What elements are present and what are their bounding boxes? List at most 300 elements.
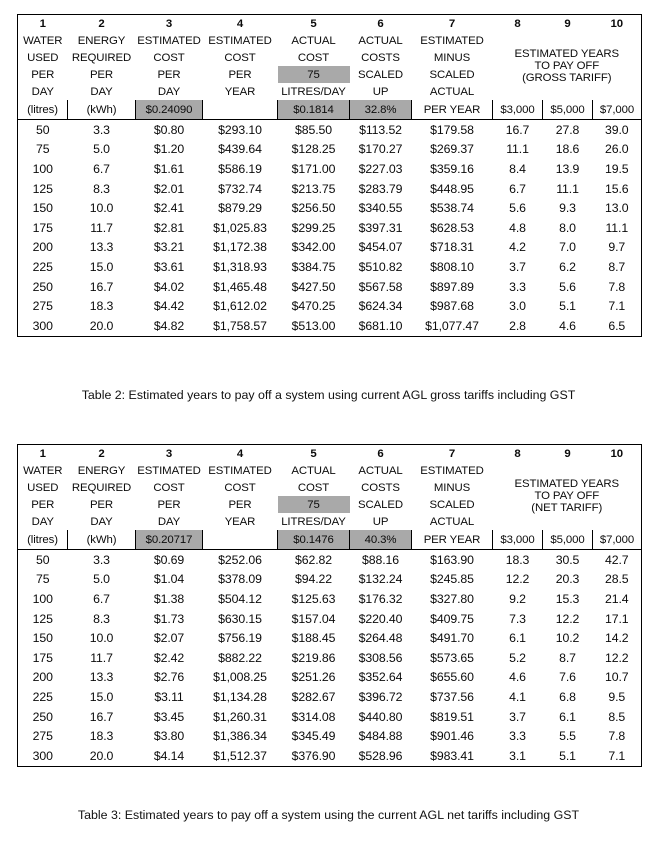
table-cell: $4.14 [153, 748, 185, 763]
table-cell: $2.01 [153, 181, 185, 196]
table-row [18, 296, 642, 316]
table-row [18, 257, 642, 277]
table-cell: $528.96 [358, 748, 403, 763]
column-number-cell: 3 [165, 17, 173, 30]
table-cell: $1,172.38 [213, 240, 267, 255]
header-cell: YEAR [224, 85, 256, 98]
table-cell: 10.2 [555, 631, 580, 646]
header-cell: ESTIMATED [420, 34, 484, 47]
payoff-header-line: ESTIMATED YEARS [514, 48, 619, 60]
table-cell: $252.06 [218, 552, 262, 567]
table-cell: 9.5 [608, 689, 626, 704]
units-cell: 32.8% [350, 100, 412, 120]
units-cell: (litres) [18, 100, 68, 120]
table-cell: 13.0 [604, 201, 629, 216]
column-number-cell: 1 [39, 17, 46, 30]
table-cell: 5.6 [509, 201, 526, 216]
units-cell: 40.3% [350, 530, 412, 550]
header-cell: COSTS [361, 51, 400, 64]
payoff-header-line: (GROSS TARIFF) [522, 72, 612, 84]
header-cell: PER [31, 498, 55, 511]
table-row [18, 218, 642, 238]
table-cell: $327.80 [430, 591, 474, 606]
units-cell: $5,000 [543, 530, 593, 550]
header-cell: ESTIMATED [137, 34, 201, 47]
table-cell: $314.08 [291, 709, 336, 724]
units-cell: (kWh) [68, 530, 136, 550]
table-cell: $2.41 [153, 201, 185, 216]
header-cell: ESTIMATED [208, 464, 272, 477]
table-cell: 175 [32, 650, 53, 665]
table-cell: 26.0 [604, 142, 629, 157]
table-cell: 18.3 [89, 729, 114, 744]
table-cell: 6.7 [509, 181, 526, 196]
table-row [18, 159, 642, 179]
table-cell: $3.11 [154, 689, 184, 704]
table-cell: 12.2 [505, 572, 530, 587]
units-cell [203, 530, 278, 550]
table-cell: $171.00 [291, 161, 336, 176]
table-cell: $3.61 [153, 259, 185, 274]
column-number-row [18, 15, 642, 33]
table-cell: $879.29 [218, 201, 262, 216]
table-cell: 13.3 [89, 240, 114, 255]
table-cell: $359.16 [430, 161, 474, 176]
table-cell: 19.5 [604, 161, 629, 176]
table-cell: $2.76 [153, 670, 185, 685]
table-cell: $1,008.25 [213, 670, 267, 685]
table-cell: $439.64 [218, 142, 262, 157]
header-cell: USED [27, 51, 59, 64]
table-cell: $1,077.47 [425, 318, 479, 333]
header-cell: LITRES/DAY [281, 85, 346, 98]
header-cell: PER [228, 68, 252, 81]
header-cell: COST [153, 51, 185, 64]
table-cell: 39.0 [604, 122, 629, 137]
table-cell: $293.10 [218, 122, 262, 137]
table-cell: $188.45 [291, 631, 336, 646]
table-cell: 250 [32, 709, 53, 724]
table-cell: $737.56 [430, 689, 474, 704]
column-number-cell: 9 [564, 447, 571, 460]
table-cell: 4.6 [509, 670, 526, 685]
table-cell: $470.25 [291, 299, 336, 314]
payoff-header-line: (NET TARIFF) [531, 502, 603, 514]
table-cell: $628.53 [430, 220, 474, 235]
table-row [18, 668, 642, 688]
table-row [18, 238, 642, 258]
column-number-row [18, 445, 642, 463]
table-cell: 11.7 [90, 650, 113, 665]
table-cell: $573.65 [430, 650, 474, 665]
header-cell: COST [224, 481, 256, 494]
table-cell: 17.1 [604, 611, 629, 626]
table-cell: $4.42 [153, 299, 185, 314]
table-cell: $513.00 [291, 318, 336, 333]
table-cell: $4.82 [153, 318, 185, 333]
header-cell: COST [153, 481, 185, 494]
table-cell: $396.72 [358, 689, 403, 704]
column-number-cell: 4 [236, 17, 244, 30]
table-cell: $378.09 [218, 572, 262, 587]
table-cell: $655.60 [430, 670, 474, 685]
payoff-header-line: ESTIMATED YEARS [514, 478, 619, 490]
table-cell: $170.27 [358, 142, 403, 157]
table-cell: $567.58 [358, 279, 403, 294]
header-cell: PER [89, 68, 114, 81]
header-cell: SCALED [358, 68, 403, 81]
header-cell: PER [157, 498, 181, 511]
table-cell: 4.1 [509, 689, 526, 704]
table-cell: 6.1 [559, 709, 576, 724]
header-cell: SCALED [358, 498, 403, 511]
table-cell: 50 [36, 122, 50, 137]
table-cell: 11.1 [506, 142, 529, 157]
table-cell: 300 [32, 748, 53, 763]
units-cell: $0.1476 [278, 530, 350, 550]
table-cell: 11.1 [556, 181, 579, 196]
table-cell: $179.58 [430, 122, 474, 137]
column-number-cell: 5 [310, 447, 317, 460]
table-cell: 12.2 [555, 611, 580, 626]
header-cell: REQUIRED [71, 481, 132, 494]
table-cell: 16.7 [505, 122, 530, 137]
units-cell: (litres) [18, 530, 68, 550]
units-cell: $0.1814 [278, 100, 350, 120]
table-cell: 100 [32, 161, 53, 176]
header-cell: ENERGY [77, 34, 126, 47]
header-cell: 75 [278, 496, 350, 513]
header-cell: ENERGY [77, 464, 126, 477]
column-number-cell: 10 [610, 447, 623, 460]
table-cell: 7.1 [608, 748, 626, 763]
header-cell: MINUS [433, 481, 471, 494]
table-cell: 225 [32, 259, 53, 274]
table-cell: 7.8 [608, 279, 626, 294]
table-cell: $345.49 [291, 729, 336, 744]
table-2-container [17, 14, 641, 337]
table-cell: 13.9 [555, 161, 580, 176]
header-cell: UP [372, 85, 389, 98]
table-cell: 28.5 [604, 572, 629, 587]
table-cell: 10.0 [89, 631, 114, 646]
table-cell: $85.50 [294, 122, 332, 137]
header-cell: ACTUAL [358, 34, 403, 47]
column-number-cell: 1 [39, 447, 46, 460]
table-cell: 11.7 [90, 220, 113, 235]
units-cell: PER YEAR [412, 100, 493, 120]
table-cell: $1.20 [153, 142, 185, 157]
table-cell: 8.3 [93, 181, 110, 196]
table-cell: $1,134.28 [213, 689, 267, 704]
table-cell: 5.5 [559, 729, 576, 744]
table-cell: $220.40 [358, 611, 403, 626]
table-cell: 150 [32, 201, 53, 216]
table-cell: 250 [32, 279, 53, 294]
header-cell: MINUS [433, 51, 471, 64]
payoff-header-block [493, 32, 642, 100]
header-cell: PER [31, 68, 55, 81]
table-row [18, 140, 642, 160]
header-cell: REQUIRED [71, 51, 132, 64]
table-cell: $94.22 [294, 572, 332, 587]
table-cell: 5.1 [559, 748, 576, 763]
column-number-cell: 5 [310, 17, 317, 30]
header-cell: PER [228, 498, 252, 511]
table-cell: $157.04 [291, 611, 336, 626]
column-number-cell: 10 [610, 17, 623, 30]
table-cell: $440.80 [358, 709, 403, 724]
table-cell: 18.3 [89, 299, 114, 314]
table-cell: $987.68 [430, 299, 474, 314]
table-cell: 6.5 [608, 318, 626, 333]
table-cell: 13.3 [89, 670, 114, 685]
table-cell: $491.70 [430, 631, 474, 646]
column-number-cell: 3 [165, 447, 173, 460]
header-cell: ACTUAL [358, 464, 403, 477]
header-cell: YEAR [224, 515, 256, 528]
header-cell: DAY [90, 515, 113, 528]
table-cell: $3.45 [153, 709, 185, 724]
table-cell: $586.19 [218, 161, 262, 176]
header-cell: DAY [157, 85, 181, 98]
table-cell: $62.82 [294, 552, 332, 567]
table-cell: 7.6 [559, 670, 576, 685]
table-cell: $163.90 [430, 552, 474, 567]
table-cell: 14.2 [604, 631, 629, 646]
payoff-header-line: TO PAY OFF [534, 490, 600, 502]
payoff-header-line: TO PAY OFF [534, 60, 600, 72]
table-cell: $1,318.93 [213, 259, 267, 274]
table-cell: $1.04 [153, 572, 185, 587]
table-cell: 16.7 [89, 709, 114, 724]
table-cell: $983.41 [430, 748, 474, 763]
table-row [18, 277, 642, 297]
table-row [18, 746, 642, 766]
table-cell: $1,512.37 [213, 748, 267, 763]
table-cell: $176.32 [358, 591, 403, 606]
header-cell: COST [224, 51, 256, 64]
table-row [18, 589, 642, 609]
table-cell: 18.3 [505, 552, 530, 567]
header-cell: ACTUAL [429, 515, 475, 528]
table-cell: $113.52 [359, 122, 402, 137]
table-cell: 21.4 [604, 591, 629, 606]
table-cell: $681.10 [358, 318, 403, 333]
table-cell: 7.0 [559, 240, 576, 255]
table-cell: 3.0 [509, 299, 526, 314]
units-cell: $0.20717 [136, 530, 203, 550]
table-cell: 7.3 [509, 611, 526, 626]
table-cell: $1.38 [153, 591, 185, 606]
table-cell: $409.75 [430, 611, 474, 626]
table-cell: $340.55 [358, 201, 403, 216]
units-cell [203, 100, 278, 120]
table-cell: 20.3 [555, 572, 580, 587]
header-cell: WATER [23, 464, 63, 477]
table-cell: 18.6 [555, 142, 580, 157]
table-cell: 15.0 [89, 689, 114, 704]
header-cell: SCALED [429, 68, 475, 81]
header-line-row [18, 462, 642, 479]
table-cell: 15.6 [604, 181, 629, 196]
table-cell: $732.74 [218, 181, 262, 196]
table-cell: $342.00 [291, 240, 336, 255]
table-cell: 3.3 [93, 552, 110, 567]
table-cell: $245.85 [430, 572, 474, 587]
table-cell: $1,025.83 [213, 220, 267, 235]
table-cell: $510.82 [358, 259, 403, 274]
table-cell: 5.0 [93, 142, 110, 157]
table-cell: 15.0 [89, 259, 114, 274]
table-row [18, 550, 642, 570]
header-cell: DAY [157, 515, 181, 528]
table-cell: 5.2 [509, 650, 526, 665]
table-cell: $448.95 [430, 181, 474, 196]
table-cell: 75 [36, 142, 50, 157]
units-row [18, 530, 642, 550]
header-cell: USED [27, 481, 59, 494]
table-cell: 200 [32, 240, 53, 255]
table-cell: 200 [32, 670, 53, 685]
table-cell: $308.56 [358, 650, 403, 665]
table-row [18, 726, 642, 746]
table-cell: 275 [32, 299, 53, 314]
table-cell: 5.6 [559, 279, 576, 294]
table-cell: $484.88 [358, 729, 403, 744]
table-cell: 6.1 [509, 631, 526, 646]
table-cell: 5.0 [93, 572, 110, 587]
table-cell: 6.7 [93, 591, 110, 606]
table-2-caption: Table 2: Estimated years to pay off a system using current AGL gross tariffs including GST [81, 388, 576, 402]
table-cell: 3.3 [509, 279, 526, 294]
table-cell: 20.0 [89, 748, 114, 763]
table-cell: $219.86 [291, 650, 336, 665]
column-number-cell: 6 [377, 447, 384, 460]
table-cell: 27.8 [555, 122, 580, 137]
table-cell: 7.8 [608, 729, 626, 744]
header-cell: DAY [90, 85, 113, 98]
data-table [17, 14, 642, 337]
table-row [18, 198, 642, 218]
table-cell: $538.74 [430, 201, 474, 216]
table-cell: 8.5 [608, 709, 626, 724]
table-cell: $132.24 [358, 572, 403, 587]
table-cell: $352.64 [358, 670, 403, 685]
table-cell: $264.48 [358, 631, 403, 646]
header-cell: PER [89, 498, 114, 511]
table-row [18, 628, 642, 648]
units-cell: (kWh) [68, 100, 136, 120]
table-cell: 100 [32, 591, 53, 606]
table-row [18, 570, 642, 590]
table-cell: $1.73 [153, 611, 185, 626]
table-cell: 4.2 [509, 240, 526, 255]
payoff-header-block [493, 462, 642, 530]
units-row [18, 100, 642, 120]
table-cell: 9.3 [559, 201, 576, 216]
table-cell: $397.31 [358, 220, 403, 235]
table-cell: $3.21 [153, 240, 185, 255]
table-cell: 8.0 [559, 220, 576, 235]
table-row [18, 707, 642, 727]
table-cell: 8.7 [559, 650, 576, 665]
table-cell: $227.03 [358, 161, 403, 176]
table-cell: $4.02 [153, 279, 185, 294]
table-3-container [17, 444, 641, 767]
table-cell: 42.7 [604, 552, 629, 567]
table-3-caption: Table 3: Estimated years to pay off a system using the current AGL net tariffs including GST [77, 808, 580, 822]
table-row [18, 316, 642, 336]
table-cell: 3.1 [509, 748, 526, 763]
units-cell: PER YEAR [412, 530, 493, 550]
table-cell: 7.1 [608, 299, 626, 314]
table-cell: $125.63 [291, 591, 336, 606]
table-cell: 125 [32, 181, 53, 196]
table-cell: $269.37 [430, 142, 474, 157]
header-cell: LITRES/DAY [281, 515, 346, 528]
table-cell: $1,612.02 [213, 299, 267, 314]
header-cell: WATER [23, 34, 63, 47]
table-cell: $427.50 [291, 279, 336, 294]
table-cell: 50 [36, 552, 50, 567]
table-cell: 300 [32, 318, 53, 333]
column-number-cell: 9 [564, 17, 571, 30]
table-cell: $256.50 [291, 201, 336, 216]
table-cell: 8.4 [509, 161, 526, 176]
table-cell: $2.42 [153, 650, 185, 665]
units-cell: $7,000 [593, 530, 642, 550]
column-number-cell: 7 [448, 17, 456, 30]
table-cell: 275 [32, 729, 53, 744]
header-cell: DAY [31, 515, 54, 528]
table-cell: 6.2 [559, 259, 576, 274]
table-cell: $897.89 [430, 279, 474, 294]
header-cell: COSTS [361, 481, 400, 494]
header-cell: ESTIMATED [137, 464, 201, 477]
units-cell: $0.24090 [136, 100, 203, 120]
table-cell: 4.6 [559, 318, 576, 333]
column-number-cell: 8 [514, 17, 521, 30]
table-cell: 16.7 [89, 279, 114, 294]
header-cell: ACTUAL [291, 464, 336, 477]
table-cell: $128.25 [291, 142, 336, 157]
table-cell: 125 [32, 611, 53, 626]
table-cell: $1,386.34 [213, 729, 267, 744]
table-cell: $756.19 [218, 631, 262, 646]
table-cell: $376.90 [291, 748, 336, 763]
units-cell: $7,000 [593, 100, 642, 120]
table-cell: $3.80 [153, 729, 185, 744]
table-cell: $504.12 [218, 591, 262, 606]
table-cell: $718.31 [430, 240, 474, 255]
table-cell: $2.07 [153, 631, 185, 646]
header-cell: ACTUAL [291, 34, 336, 47]
table-cell: 3.3 [93, 122, 110, 137]
table-cell: $384.75 [291, 259, 336, 274]
table-cell: 15.3 [555, 591, 580, 606]
units-cell: $3,000 [493, 530, 543, 550]
units-cell: $3,000 [493, 100, 543, 120]
table-row [18, 120, 642, 140]
header-line-row [18, 32, 642, 49]
table-cell: 30.5 [555, 552, 580, 567]
table-cell: 10.0 [89, 201, 114, 216]
table-cell: $1,465.48 [213, 279, 267, 294]
header-cell: DAY [31, 85, 54, 98]
column-number-cell: 2 [98, 17, 105, 30]
table-cell: 4.8 [509, 220, 526, 235]
